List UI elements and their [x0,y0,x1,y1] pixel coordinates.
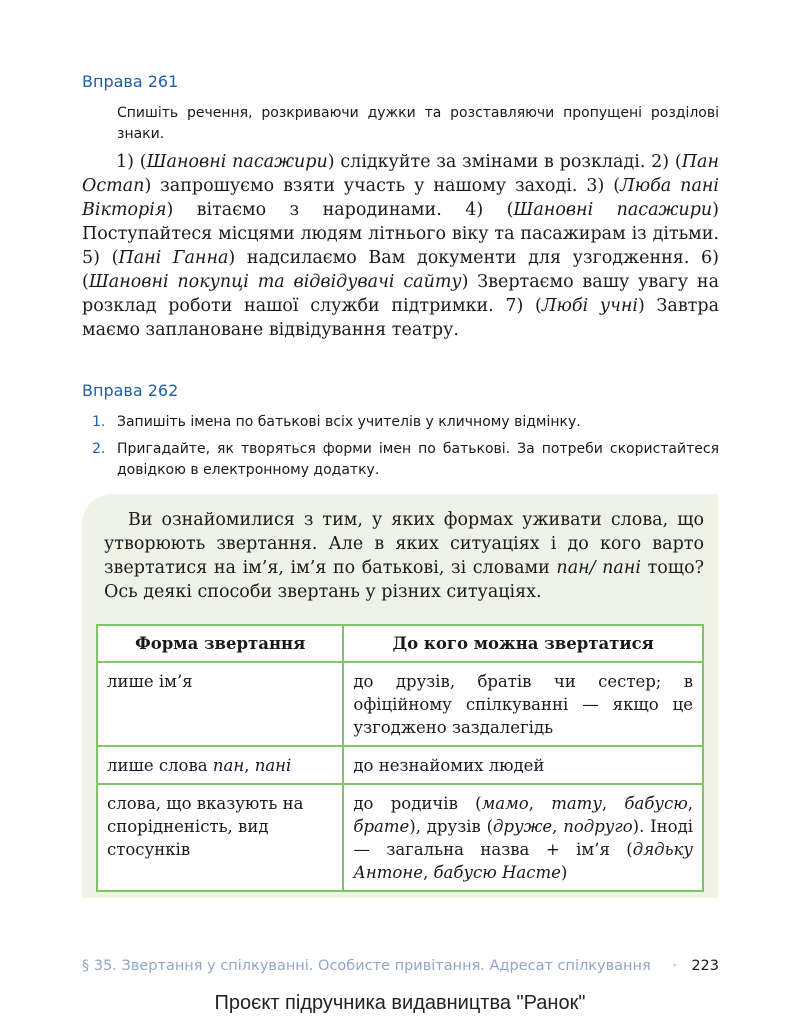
italic-run: Любі учні [541,296,638,316]
text-run: ) [560,863,568,882]
address-forms-table [96,624,704,892]
publisher-note: Проєкт підручника видавництва "Ранок" [214,992,586,1014]
text-run: тощо? Ось деякі способи звертань у різних ситуаціях. [104,558,704,602]
italic-run: Шановні покупці та відвідувачі сайту [88,272,462,292]
list-item-text: Пригадайте, як творяться форми імен по батькові. За потреби скористайтеся довідкою в електронному додатку. [117,441,719,478]
text-run: до родичів ( [353,794,482,813]
table-cell: слова, що вказують на спорідненість, вид стосунків [97,784,343,891]
text-run: ) Звертаємо вашу увагу на розклад роботи нашої служби підтримки. 7) ( [82,272,720,316]
table-cell [97,746,343,784]
table-cell: до друзів, братів чи сестер; в офіційному спілкуванні — якщо це узгоджено заздалегідь [343,662,703,746]
italic-run: Пан Остап [82,152,719,196]
list-item [92,412,719,433]
italic-run: брате [353,817,410,836]
list-item-text: Запишіть імена по батькові всіх учителів у кличному відмінку. [117,414,581,430]
footer-section-title: § 35. Звертання у спілкуванні. Особисте привітання. Адресат спілкування [82,958,651,974]
page-number: 223 [691,958,719,974]
exercise-262-title: Вправа 262 [82,381,179,400]
exercise-261-text [82,150,719,342]
italic-run: бабусю [624,794,688,813]
italic-run: подруго [563,817,633,836]
text-run: ) Поступайтеся місцями людям літнього віку та пасажирам із дітьми. 5) ( [82,200,719,268]
italic-run: Пані Ганна [118,248,229,268]
italic-run: пані [254,756,292,775]
exercise-261-instruction: Спишіть речення, розкриваючи дужки та розставляючи пропущені розділові знаки. [117,105,719,142]
italic-run: Люба пані Вікторія [82,176,719,220]
text-run: , [422,863,434,882]
italic-run: пан [212,756,245,775]
list-item-number: 2. [92,441,106,457]
italic-run: бабусю Насте [433,863,561,882]
exercise-262-list [92,412,719,487]
italic-run: мамо [481,794,529,813]
footer-separator: · [672,958,677,974]
text-run: ), друзів ( [409,817,494,836]
italic-run: Шановні пасажири [513,200,713,220]
table-cell [343,784,703,891]
table-cell: до незнайомих людей [343,746,703,784]
text-run: Ви ознайомилися з тим, у яких формах уживати слова, що утворюють звертання. Але в яких ситуаціях і до кого варто звертатися на ім’я, ім’я по батькові, зі словами [104,510,704,578]
text-run: , [687,794,693,813]
text-run: , [601,794,625,813]
italic-run: тату [551,794,602,813]
table-row [97,662,703,746]
text-run: , [528,794,552,813]
list-item [92,439,719,481]
text-run: ) Завтра маємо заплановане відвідування театру. [82,296,719,340]
text-run: ). Іноді — загальна назва + ім’я ( [353,817,694,859]
table-cell: лише ім’я [97,662,343,746]
text-run: , [244,756,255,775]
table-row [97,746,703,784]
table-header-whom: До кого можна звертатися [343,625,703,662]
italic-run: пан/ пані [556,558,641,578]
text-run: ) запрошуємо взяти участь у нашому заході. 3) ( [144,176,621,196]
italic-run: друже [493,817,553,836]
exercise-261-title: Вправа 261 [82,72,179,91]
page-footer [82,958,719,974]
info-box-text [104,508,704,604]
text-run: , [552,817,564,836]
list-item-number: 1. [92,414,106,430]
text-run: 1) ( [116,152,147,172]
text-run: ) вітаємо з народинами. 4) ( [166,200,514,220]
table-header-form: Форма звертання [97,625,343,662]
text-run: ) надсилаємо Вам документи для узгодження. 6) ( [82,248,719,292]
table-header-row [97,625,703,662]
italic-run: Шановні пасажири [146,152,328,172]
italic-run: дядьку Антоне [353,840,693,882]
text-run: ) слідкуйте за змінами в розкладі. 2) ( [327,152,682,172]
text-run: лише слова [107,756,213,775]
table-row [97,784,703,891]
